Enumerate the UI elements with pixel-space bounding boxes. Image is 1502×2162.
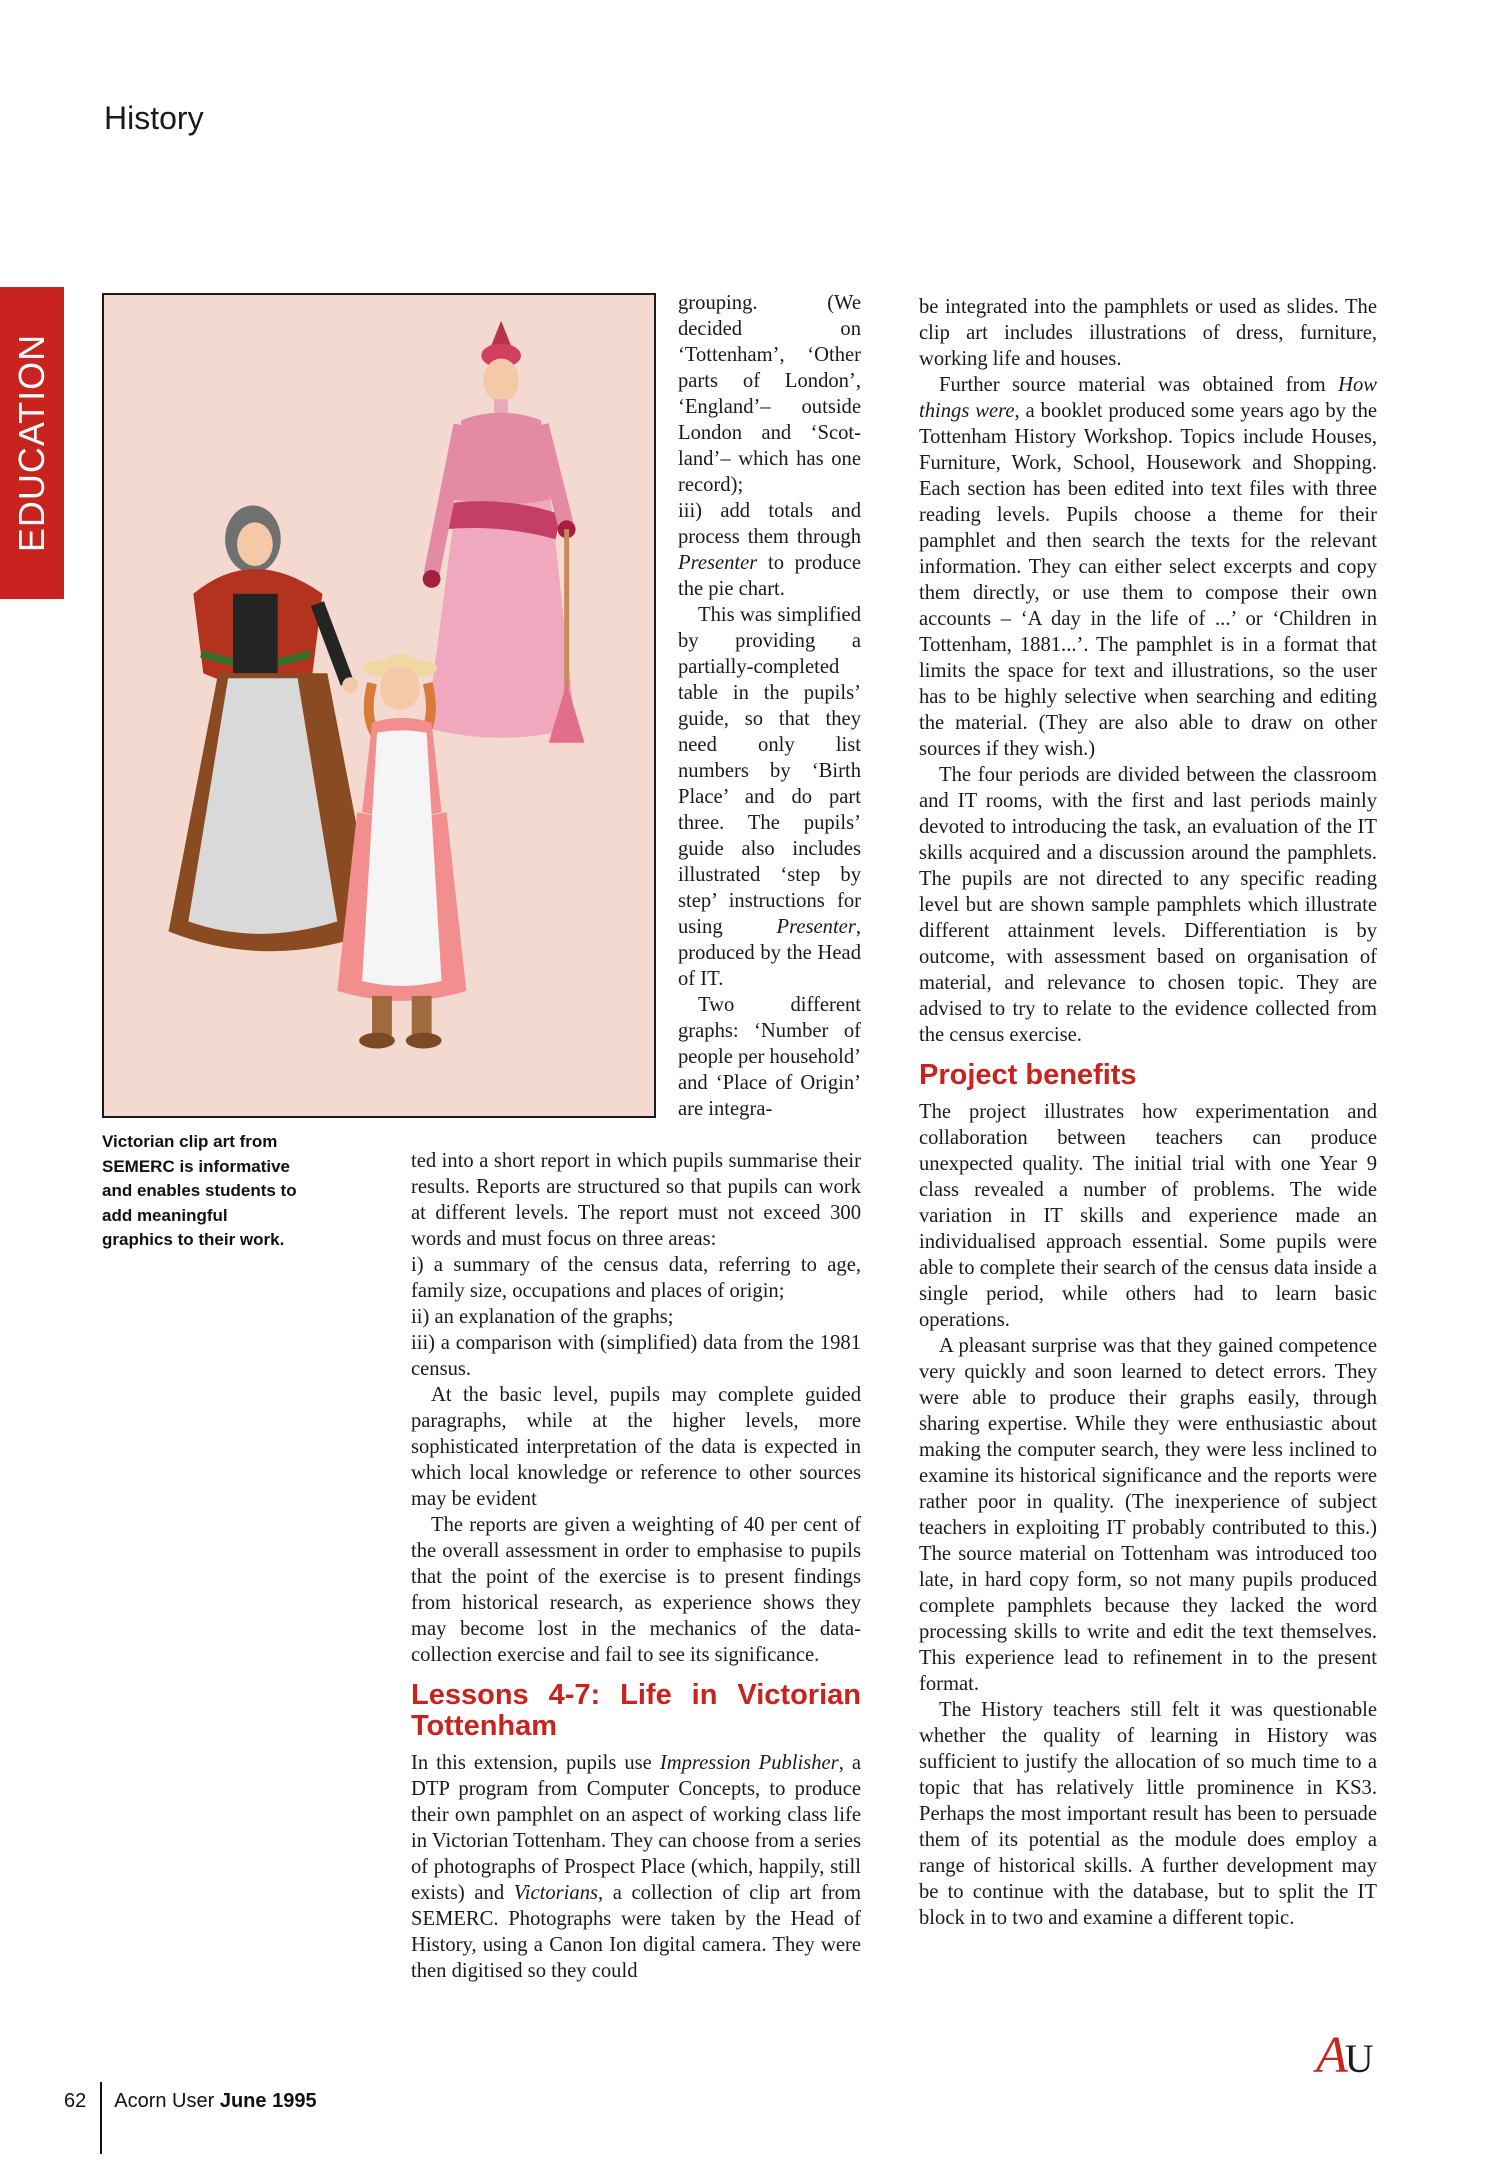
paragraph: iii) add totals and process them through Presenter to produce the pie chart.	[678, 500, 861, 600]
page-number: 62	[64, 2090, 87, 2112]
paragraph: grouping. (We decided on ‘Tottenham’, ‘Other parts of London’, ‘England’– outside London and ‘Scot-land’– which has one record);	[678, 292, 861, 496]
paragraph: A pleasant surprise was that they gained competence very quickly and soon learned to detect errors. They were able to produce their graphs easily, through sharing expertise. While they were enthusiastic about making the computer search, they were less inclined to examine its historical significance and the reports were rather poor in quality. (The inexperience of subject teachers in exploiting IT probably contributed to this.) The source material on Tottenham was introduced too late, in hard copy form, so not many pupils produced complete pamphlets because they lacked the word processing skills to write and edit the text themselves. This experience lead to refinement in to the present format.	[919, 1335, 1377, 1695]
issue-date: June 1995	[219, 2090, 317, 2112]
list-item: iii) a comparison with (simplified) data from the 1981 census.	[411, 1332, 861, 1380]
paragraph: The History teachers still felt it was questionable whether the quality of learning in History was sufficient to justify the allocation of so much time to a topic that has relatively little prominence in KS3. Perhaps the most important result has been to persuade them of its potential as the module does employ a range of historical skills. A further development may be to continue with the database, but to split the IT block in to two and examine a different topic.	[919, 1699, 1377, 1929]
paragraph: The four periods are divided between the classroom and IT rooms, with the first and last periods mainly devoted to introducing the task, an evaluation of the IT skills acquired and a discussion around the pamphlets. The pupils are not directed to any specific reading level but are shown sample pamphlets which illustrate different attainment levels. Differentiation is by outcome, with assessment based on organisation of material, and relevance to chosen topic. They are advised to try to relate to the evidence collected from the census exercise.	[919, 764, 1377, 1046]
subheading-lessons: Lessons 4-7: Life in Victorian Tottenham	[411, 1679, 861, 1742]
right-column	[919, 294, 1377, 1931]
victorian-figures-illustration	[104, 295, 654, 1116]
list-item: ii) an explanation of the graphs;	[411, 1306, 674, 1328]
paragraph: Further source material was obtained from How things were, a booklet produced some years ago by the Tottenham History Workshop. Topics include Houses, Furniture, Work, School, Housework and Shopping. Each section has been edited into text files with three reading levels. Pupils choose a theme for their pamphlet and then search the texts for the relevant information. They can either select excerpts and copy them directly, or use them to compose their own accounts – ‘A day in the life of ...’ or ‘Children in Tottenham, 1881...’. The pamphlet is in a format that limits the space for text and illustrations, so the user has to be highly selective when searching and editing the material. (They are also able to draw on other sources if they wish.)	[919, 374, 1378, 760]
page-footer	[64, 2090, 317, 2162]
list-item: i) a summary of the census data, referring to age, family size, occupations and places of origin;	[411, 1254, 861, 1302]
main-column	[411, 1148, 861, 1984]
acorn-user-logo: AU	[1316, 2027, 1371, 2084]
paragraph: In this extension, pupils use Impression Publisher, a DTP program from Computer Concepts, to produce their own pamphlet on an aspect of working class life in Victorian Tottenham. They can choose from a series of photographs of Prospect Place (which, happily, still exists) and Victorians, a collection of clip art from SEMERC. Photographs were taken by the Head of History, using a Canon Ion digital camera. They were then digitised so they could	[411, 1752, 862, 1982]
wrap-column	[678, 290, 861, 1122]
victorian-clip-art-figure	[102, 293, 656, 1118]
section-side-tab	[0, 287, 64, 599]
side-tab-label: EDUCATION	[11, 333, 52, 553]
paragraph: At the basic level, pupils may complete guided paragraphs, while at the higher levels, more sophisticated interpretation of the data is expected in which local knowledge or reference to other sources may be evident	[411, 1384, 861, 1510]
section-label: History	[104, 100, 204, 136]
paragraph: ted into a short report in which pupils summarise their results. Reports are structured so that pupils can work at different levels. The report must not exceed 300 words and must focus on three areas:	[411, 1150, 861, 1250]
paragraph: be integrated into the pamphlets or used as slides. The clip art includes illustrations of dress, furniture, working life and houses.	[919, 296, 1377, 370]
publication-name: Acorn User	[114, 2090, 215, 2112]
subheading-project-benefits: Project benefits	[919, 1059, 1137, 1091]
figure-caption: Victorian clip art from SEMERC is informative and enables students to add meaningful graphics to their work.	[102, 1132, 297, 1249]
paragraph: Two different graphs: ‘Number of people per household’ and ‘Place of Origin’ are integra-	[678, 994, 862, 1120]
footer-divider	[100, 2082, 102, 2154]
paragraph: The reports are given a weighting of 40 per cent of the overall assessment in order to emphasise to pupils that the point of the exercise is to present findings from historical research, as experience shows they may become lost in the mechanics of the data-collection exercise and fail to see its significance.	[411, 1514, 861, 1666]
paragraph: This was simplified by providing a partially-completed table in the pupils’ guide, so that they need only list numbers by ‘Birth Place’ and do part three. The pupils’ guide also includes illustrated ‘step by step’ instructions for using Presenter, produced by the Head of IT.	[678, 604, 861, 990]
paragraph: The project illustrates how experimentation and collaboration between teachers can produce unexpected quality. The initial trial with one Year 9 class revealed a number of problems. The wide variation in IT skills and experience made an individualised approach essential. Some pupils were able to complete their search of the census data inside a single period, while others had to learn basic operations.	[919, 1101, 1377, 1331]
